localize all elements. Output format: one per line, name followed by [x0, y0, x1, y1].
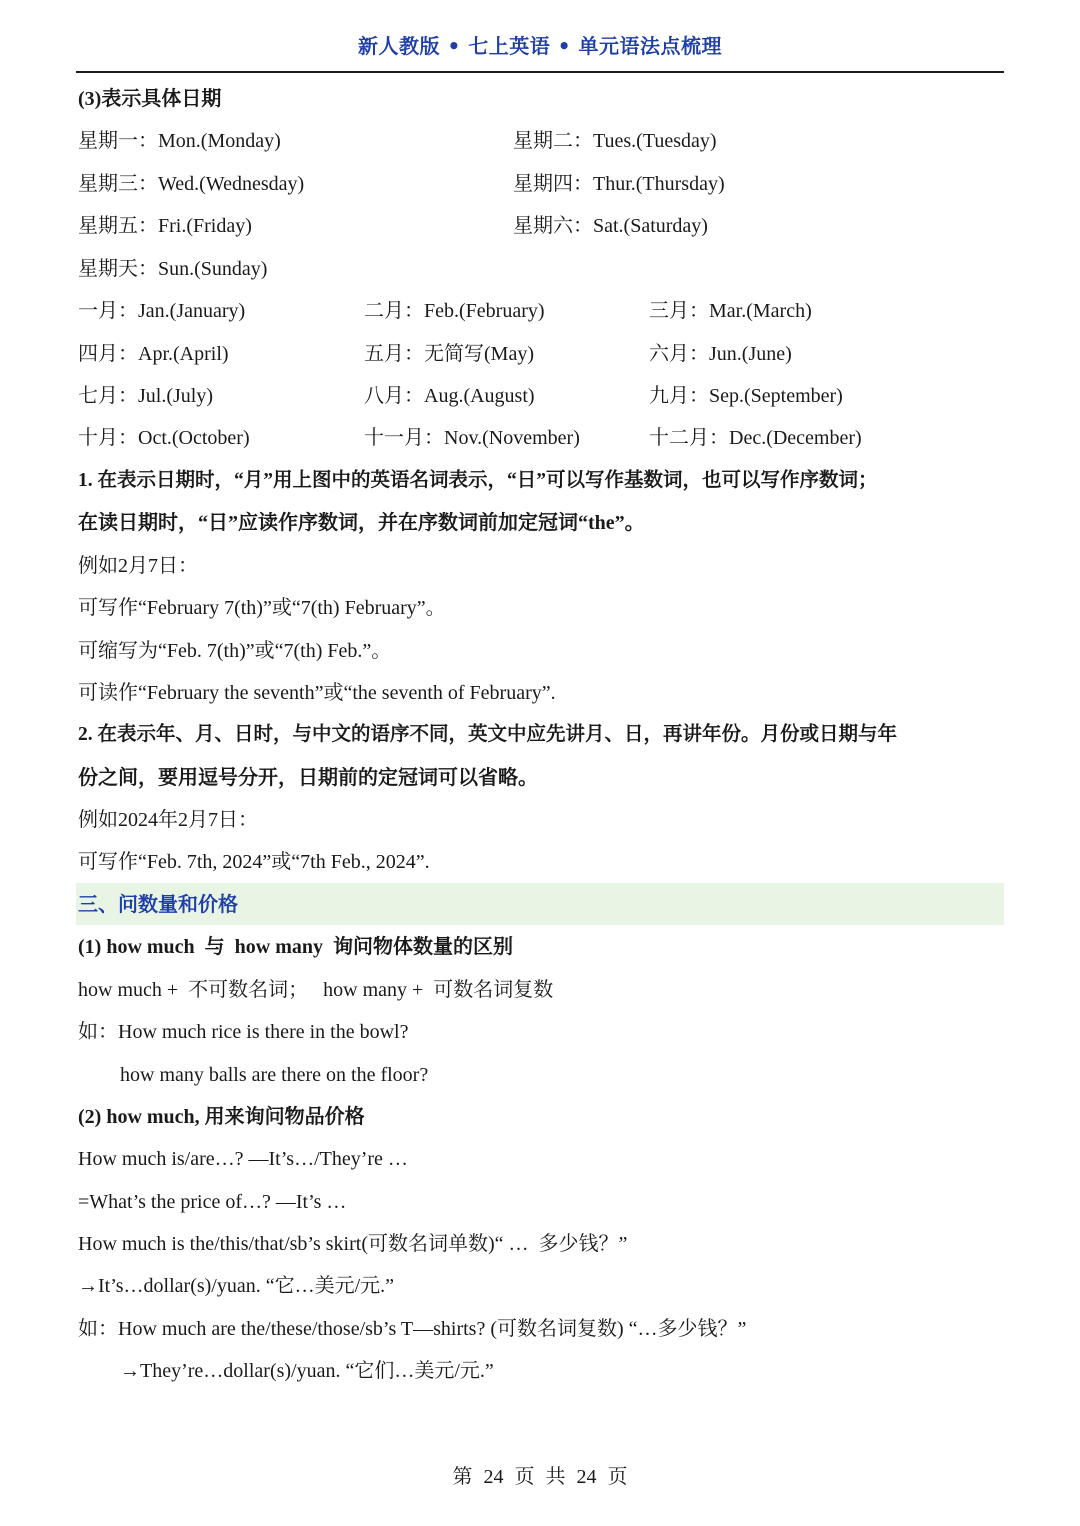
rule2-example-intro: 例如2024年2月7日：	[78, 809, 258, 831]
weekday-thursday: 星期四：Thur.(Thursday)	[513, 173, 725, 195]
month-august: 八月：Aug.(August)	[364, 385, 535, 407]
sub2-pattern3: How much is the/this/that/sb’s skirt(可数名词单数)“ … 多少钱？”	[78, 1233, 628, 1255]
page-header-title: 新人教版 • 七上英语 • 单元语法点梳理	[358, 34, 722, 58]
sub2-answer3: →It’s…dollar(s)/yuan. “它…美元/元.”	[78, 1275, 395, 1297]
rule1-line2: 在读日期时，“日”应读作序数词，并在序数词前加定冠词“the”。	[78, 512, 645, 534]
sub2-pattern1: How much is/are…? —It’s…/They’re …	[78, 1148, 408, 1170]
month-june: 六月：Jun.(June)	[649, 343, 792, 365]
weekday-friday: 星期五：Fri.(Friday)	[78, 215, 252, 237]
rule1-abbrev: 可缩写为“Feb. 7(th)”或“7(th) Feb.”。	[78, 640, 392, 662]
rule1-write: 可写作“February 7(th)”或“7(th) February”。	[78, 597, 446, 619]
weekday-saturday: 星期六：Sat.(Saturday)	[513, 215, 708, 237]
header-divider	[76, 71, 1004, 73]
month-april: 四月：Apr.(April)	[78, 343, 229, 365]
month-january: 一月：Jan.(January)	[78, 300, 246, 322]
sub1-example2: how many balls are there on the floor?	[120, 1064, 429, 1086]
month-may: 五月：无简写(May)	[364, 343, 534, 365]
weekday-monday: 星期一：Mon.(Monday)	[78, 130, 281, 152]
month-march: 三月：Mar.(March)	[649, 300, 812, 322]
rule2-line2: 份之间，要用逗号分开，日期前的定冠词可以省略。	[78, 767, 538, 789]
month-july: 七月：Jul.(July)	[78, 385, 213, 407]
rule1-line1: 1. 在表示日期时，“月”用上图中的英语名词表示，“日”可以写作基数词，也可以写作序数词；	[78, 470, 878, 491]
sub1-rule: how much + 不可数名词； how many + 可数名词复数	[78, 979, 554, 1001]
rule2-write: 可写作“Feb. 7th, 2024”或“7th Feb., 2024”.	[78, 851, 430, 873]
rule2-line1: 2. 在表示年、月、日时，与中文的语序不同，英文中应先讲月、日，再讲年份。月份或日期与年	[78, 724, 898, 745]
month-december: 十二月：Dec.(December)	[649, 427, 862, 449]
section-title-quantity-price: 三、问数量和价格	[78, 892, 238, 916]
sub1-example1: 如：How much rice is there in the bowl?	[78, 1021, 409, 1043]
month-september: 九月：Sep.(September)	[649, 385, 843, 407]
weekday-sunday: 星期天：Sun.(Sunday)	[78, 258, 268, 280]
month-february: 二月：Feb.(February)	[364, 300, 545, 322]
sub2-heading: (2) how much, 用来询问物品价格	[78, 1106, 365, 1128]
month-november: 十一月：Nov.(November)	[364, 427, 580, 449]
sub2-pattern2: =What’s the price of…? —It’s …	[78, 1191, 347, 1213]
page-number-footer: 第 24 页 共 24 页	[452, 1466, 628, 1488]
weekday-tuesday: 星期二：Tues.(Tuesday)	[513, 130, 717, 152]
sub2-answer4: →They’re…dollar(s)/yuan. “它们…美元/元.”	[120, 1360, 494, 1382]
sub1-heading: (1) how much 与 how many 询问物体数量的区别	[78, 936, 514, 958]
subsection-heading-dates: (3)表示具体日期	[78, 88, 222, 110]
weekday-wednesday: 星期三：Wed.(Wednesday)	[78, 173, 305, 195]
rule1-example-intro: 例如2月7日：	[78, 555, 198, 577]
month-october: 十月：Oct.(October)	[78, 427, 250, 449]
sub2-example4: 如：How much are the/these/those/sb’s T—shirts? (可数名词复数) “…多少钱？”	[78, 1318, 747, 1340]
rule1-read: 可读作“February the seventh”或“the seventh of February”.	[78, 682, 556, 704]
